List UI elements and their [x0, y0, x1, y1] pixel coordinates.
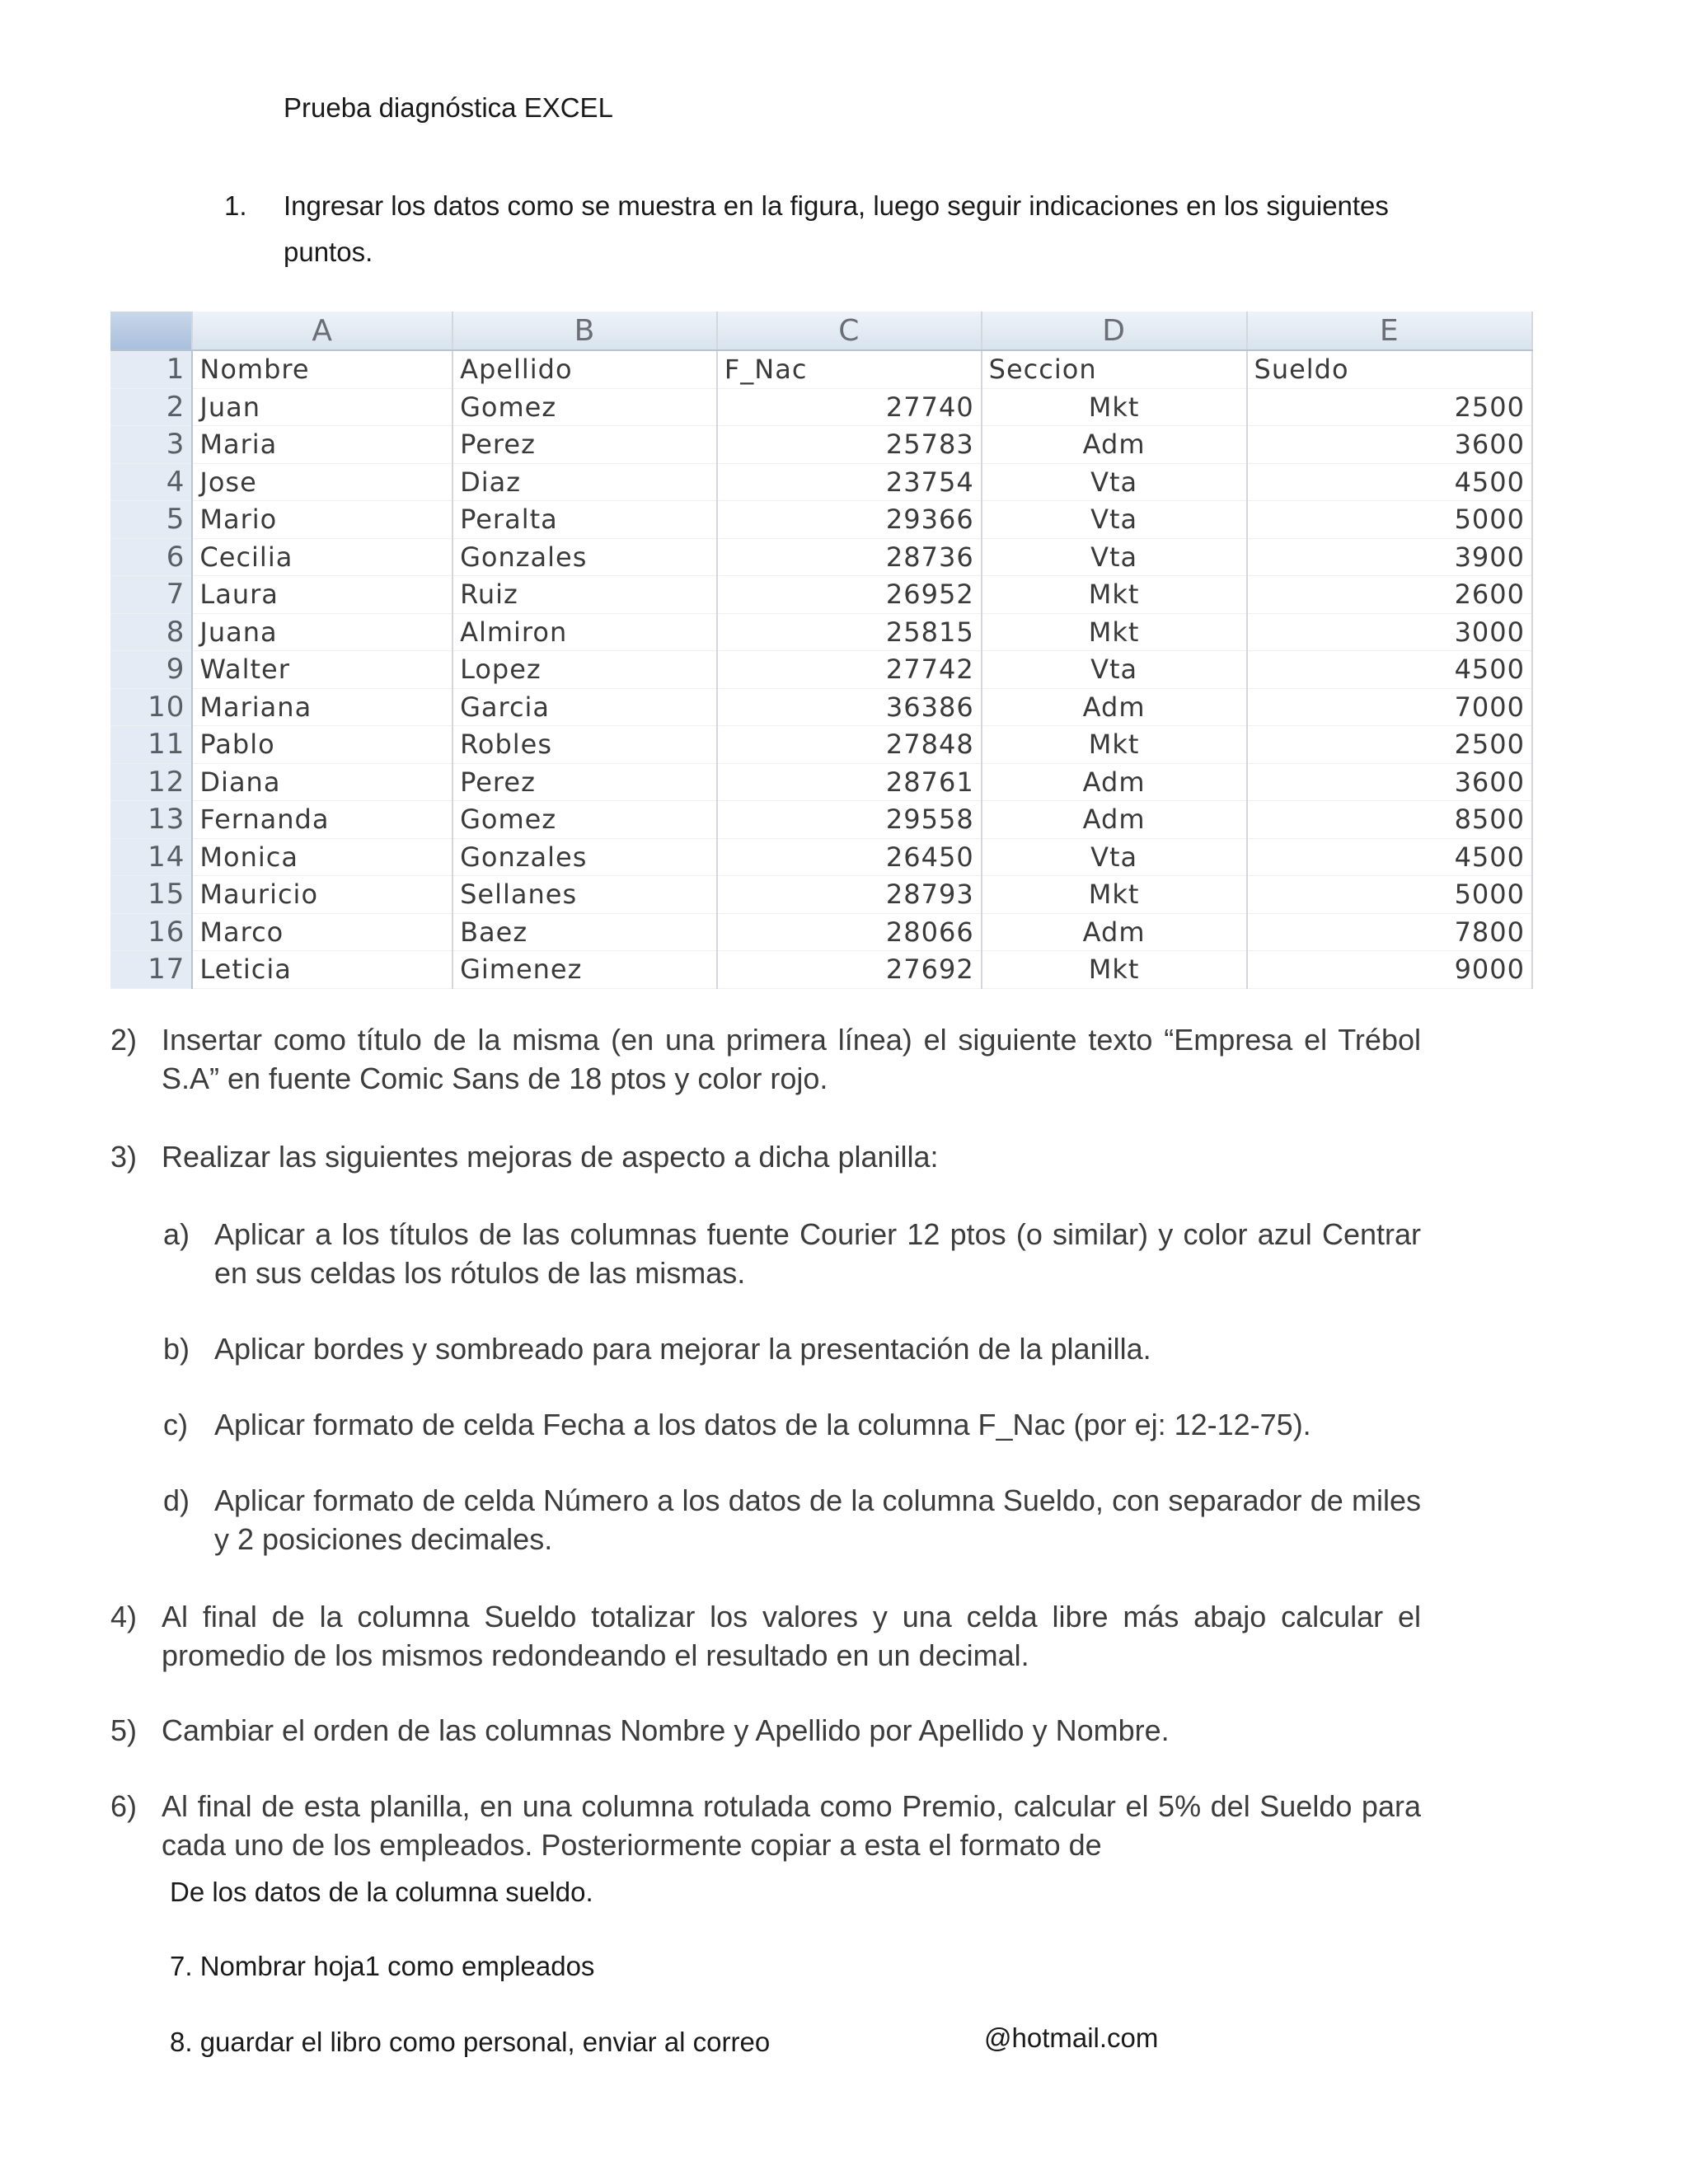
- cell-fnac: 26952: [717, 576, 982, 614]
- cell-sueldo: 2500: [1247, 388, 1533, 426]
- cell-sueldo: 5000: [1247, 876, 1533, 914]
- instruction-3b-letter: b): [163, 1332, 190, 1366]
- row-number: 8: [110, 613, 192, 651]
- cell-seccion: Adm: [982, 688, 1247, 726]
- cell-seccion: Mkt: [982, 388, 1247, 426]
- cell-seccion: Adm: [982, 801, 1247, 839]
- instruction-6-number: 6): [110, 1789, 138, 1823]
- table-row: [110, 613, 1532, 651]
- row-number: 3: [110, 426, 192, 464]
- cell-apellido: Ruiz: [452, 576, 717, 614]
- instruction-4-number: 4): [110, 1600, 138, 1633]
- cell-seccion: Adm: [982, 763, 1247, 801]
- instruction-7: 7. Nombrar hoja1 como empleados: [170, 1951, 595, 1981]
- row-number: 16: [110, 913, 192, 951]
- cell-seccion: Vta: [982, 838, 1247, 876]
- instruction-5-number: 5): [110, 1713, 138, 1747]
- row-number: 1: [110, 350, 192, 388]
- table-row: [110, 801, 1532, 839]
- cell-nombre: Mauricio: [192, 876, 452, 914]
- cell-apellido: Garcia: [452, 688, 717, 726]
- instruction-6-text: Al final de esta planilla, en una columna rotulada como Premio, calcular el 5% del Sueldo para cada uno de los empleados. Posteriormente copiar a esta el formato de: [162, 1789, 1421, 1862]
- instruction-3c-letter: c): [163, 1408, 188, 1441]
- row-number: 13: [110, 801, 192, 839]
- header-nombre: Nombre: [192, 350, 452, 388]
- cell-apellido: Peralta: [452, 501, 717, 539]
- row-number: 17: [110, 951, 192, 989]
- cell-sueldo: 7000: [1247, 688, 1533, 726]
- cell-nombre: Juana: [192, 613, 452, 651]
- cell-apellido: Diaz: [452, 463, 717, 501]
- cell-seccion: Mkt: [982, 726, 1247, 764]
- instruction-3d-text: Aplicar formato de celda Número a los datos de la columna Sueldo, con separador de miles y 2 posiciones decimales.: [214, 1483, 1421, 1556]
- header-sueldo: Sueldo: [1247, 350, 1533, 388]
- table-row: [110, 463, 1532, 501]
- row-number: 5: [110, 501, 192, 539]
- column-letter-d: D: [982, 312, 1247, 350]
- cell-sueldo: 7800: [1247, 913, 1533, 951]
- cell-apellido: Gomez: [452, 388, 717, 426]
- table-row: [110, 651, 1532, 689]
- cell-fnac: 27848: [717, 726, 982, 764]
- table-row: [110, 688, 1532, 726]
- cell-apellido: Gonzales: [452, 538, 717, 576]
- row-number: 12: [110, 763, 192, 801]
- table-row: [110, 726, 1532, 764]
- table-row: [110, 913, 1532, 951]
- cell-sueldo: 4500: [1247, 651, 1533, 689]
- cell-sueldo: 4500: [1247, 463, 1533, 501]
- row-number: 4: [110, 463, 192, 501]
- cell-fnac: 27692: [717, 951, 982, 989]
- cell-sueldo: 5000: [1247, 501, 1533, 539]
- instruction-3b-text: Aplicar bordes y sombreado para mejorar la presentación de la planilla.: [214, 1332, 1151, 1366]
- cell-fnac: 28066: [717, 913, 982, 951]
- instruction-5-text: Cambiar el orden de las columnas Nombre y Apellido por Apellido y Nombre.: [162, 1713, 1170, 1747]
- select-all-corner: [110, 312, 192, 350]
- cell-fnac: 28761: [717, 763, 982, 801]
- instruction-3-text: Realizar las siguientes mejoras de aspecto a dicha planilla:: [162, 1140, 939, 1174]
- instruction-2-text: Insertar como título de la misma (en una primera línea) el siguiente texto “Empresa el Trébol S.A” en fuente Comic Sans de 18 ptos y color rojo.: [162, 1023, 1421, 1095]
- cell-apellido: Perez: [452, 426, 717, 464]
- table-row: [110, 388, 1532, 426]
- cell-apellido: Robles: [452, 726, 717, 764]
- cell-seccion: Mkt: [982, 951, 1247, 989]
- column-letter-b: B: [452, 312, 717, 350]
- cell-nombre: Mariana: [192, 688, 452, 726]
- cell-fnac: 26450: [717, 838, 982, 876]
- cell-seccion: Vta: [982, 538, 1247, 576]
- cell-nombre: Leticia: [192, 951, 452, 989]
- table-row: [110, 501, 1532, 539]
- cell-sueldo: 3600: [1247, 426, 1533, 464]
- header-row: [110, 350, 1532, 388]
- row-number: 14: [110, 838, 192, 876]
- document-title: Prueba diagnóstica EXCEL: [284, 92, 613, 123]
- cell-apellido: Baez: [452, 913, 717, 951]
- header-apellido: Apellido: [452, 350, 717, 388]
- instruction-6: [110, 1787, 1421, 1910]
- cell-nombre: Mario: [192, 501, 452, 539]
- cell-nombre: Marco: [192, 913, 452, 951]
- cell-sueldo: 3000: [1247, 613, 1533, 651]
- row-number: 7: [110, 576, 192, 614]
- header-seccion: Seccion: [982, 350, 1247, 388]
- cell-fnac: 29558: [717, 801, 982, 839]
- cell-apellido: Perez: [452, 763, 717, 801]
- cell-nombre: Diana: [192, 763, 452, 801]
- cell-seccion: Mkt: [982, 613, 1247, 651]
- column-letter-a: A: [192, 312, 452, 350]
- instruction-3d-letter: d): [163, 1483, 190, 1517]
- column-letter-e: E: [1247, 312, 1533, 350]
- cell-nombre: Walter: [192, 651, 452, 689]
- cell-nombre: Pablo: [192, 726, 452, 764]
- cell-seccion: Adm: [982, 913, 1247, 951]
- cell-seccion: Vta: [982, 651, 1247, 689]
- cell-seccion: Mkt: [982, 576, 1247, 614]
- cell-fnac: 25783: [717, 426, 982, 464]
- cell-sueldo: 3900: [1247, 538, 1533, 576]
- cell-nombre: Jose: [192, 463, 452, 501]
- row-number: 15: [110, 876, 192, 914]
- cell-apellido: Gomez: [452, 801, 717, 839]
- instruction-3a-letter: a): [163, 1217, 190, 1251]
- cell-sueldo: 2500: [1247, 726, 1533, 764]
- email-domain: @hotmail.com: [984, 2022, 1159, 2053]
- instruction-1-number: 1.: [224, 190, 247, 221]
- row-number: 10: [110, 688, 192, 726]
- instruction-3c-text: Aplicar formato de celda Fecha a los datos de la columna F_Nac (por ej: 12-12-75).: [214, 1408, 1311, 1441]
- instruction-8: 8. guardar el libro como personal, enviar al correo: [170, 2027, 771, 2057]
- cell-fnac: 23754: [717, 463, 982, 501]
- instruction-1-text: Ingresar los datos como se muestra en la figura, luego seguir indicaciones en los siguientes puntos.: [284, 190, 1389, 267]
- instruction-6-continuation: De los datos de la columna sueldo.: [170, 1877, 593, 1907]
- row-number: 9: [110, 651, 192, 689]
- cell-sueldo: 8500: [1247, 801, 1533, 839]
- instruction-3a-text: Aplicar a los títulos de las columnas fuente Courier 12 ptos (o similar) y color azul Centrar en sus celdas los rótulos de las mismas.: [214, 1217, 1421, 1290]
- cell-nombre: Maria: [192, 426, 452, 464]
- table-row: [110, 951, 1532, 989]
- cell-sueldo: 3600: [1247, 763, 1533, 801]
- row-number: 2: [110, 388, 192, 426]
- cell-fnac: 28793: [717, 876, 982, 914]
- cell-fnac: 25815: [717, 613, 982, 651]
- cell-sueldo: 2600: [1247, 576, 1533, 614]
- spreadsheet-image: [110, 312, 1533, 989]
- cell-nombre: Laura: [192, 576, 452, 614]
- cell-apellido: Almiron: [452, 613, 717, 651]
- table-row: [110, 576, 1532, 614]
- row-number: 6: [110, 538, 192, 576]
- cell-nombre: Cecilia: [192, 538, 452, 576]
- cell-fnac: 28736: [717, 538, 982, 576]
- cell-seccion: Mkt: [982, 876, 1247, 914]
- cell-apellido: Gonzales: [452, 838, 717, 876]
- table-row: [110, 538, 1532, 576]
- cell-fnac: 27740: [717, 388, 982, 426]
- instruction-3-number: 3): [110, 1140, 138, 1174]
- cell-fnac: 36386: [717, 688, 982, 726]
- column-letter-c: C: [717, 312, 982, 350]
- cell-apellido: Sellanes: [452, 876, 717, 914]
- table-row: [110, 763, 1532, 801]
- cell-seccion: Adm: [982, 426, 1247, 464]
- cell-fnac: 29366: [717, 501, 982, 539]
- table-row: [110, 876, 1532, 914]
- cell-nombre: Juan: [192, 388, 452, 426]
- header-fnac: F_Nac: [717, 350, 982, 388]
- row-number: 11: [110, 726, 192, 764]
- cell-fnac: 27742: [717, 651, 982, 689]
- cell-seccion: Vta: [982, 501, 1247, 539]
- cell-sueldo: 4500: [1247, 838, 1533, 876]
- column-letter-row: [110, 312, 1532, 350]
- cell-seccion: Vta: [982, 463, 1247, 501]
- table-row: [110, 426, 1532, 464]
- cell-nombre: Fernanda: [192, 801, 452, 839]
- cell-apellido: Gimenez: [452, 951, 717, 989]
- instruction-2-number: 2): [110, 1023, 138, 1057]
- cell-nombre: Monica: [192, 838, 452, 876]
- cell-apellido: Lopez: [452, 651, 717, 689]
- table-row: [110, 838, 1532, 876]
- cell-sueldo: 9000: [1247, 951, 1533, 989]
- instruction-4-text: Al final de la columna Sueldo totalizar los valores y una celda libre más abajo calcular el promedio de los mismos redondeando el resultado en un decimal.: [162, 1600, 1421, 1672]
